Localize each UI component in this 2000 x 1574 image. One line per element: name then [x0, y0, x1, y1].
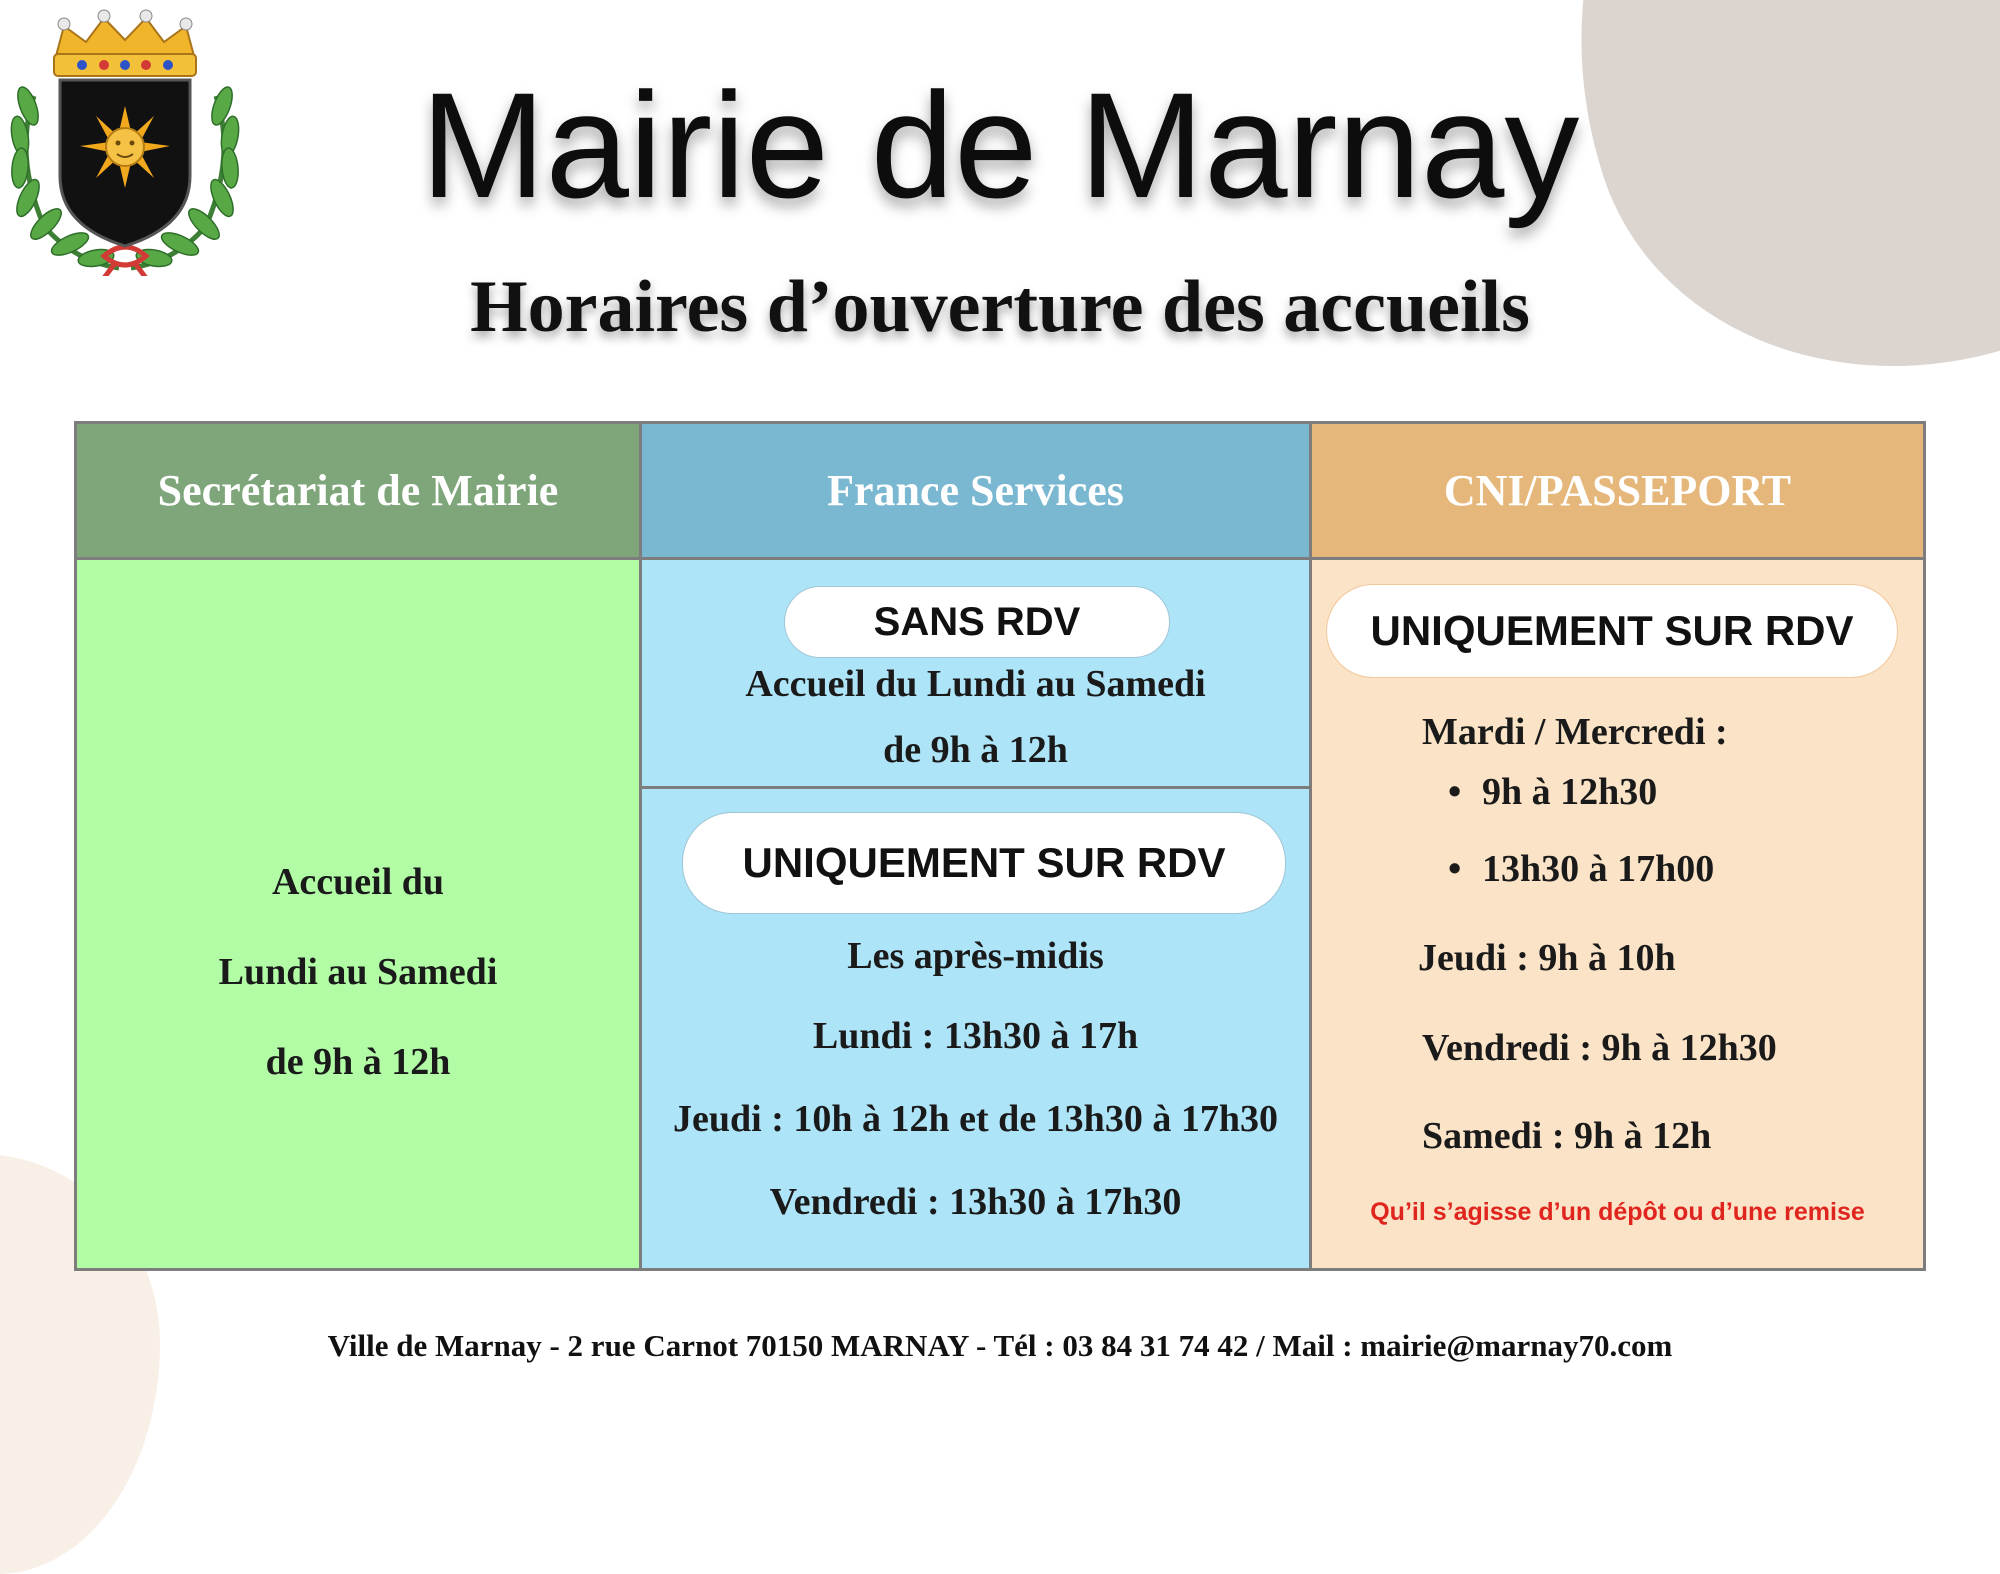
page-title: Mairie de Marnay	[420, 61, 1580, 229]
sur-rdv-line-2: Lundi : 13h30 à 17h	[812, 1015, 1139, 1057]
cni-body	[1312, 560, 1923, 1268]
footer-contact: Ville de Marnay - 2 rue Carnot 70150 MARNAY - Tél : 03 84 31 74 42 / Mail : mairie@marnay70.com	[327, 1328, 1673, 1363]
sur-rdv-badge: UNIQUEMENT SUR RDV	[682, 812, 1286, 914]
cni-samedi: Samedi : 9h à 12h	[1422, 1115, 1712, 1157]
sans-rdv-line-1: Accueil du Lundi au Samedi	[745, 663, 1206, 705]
france-services-column	[639, 424, 1309, 1268]
secretariat-body	[77, 560, 639, 1268]
secretariat-line-1: Accueil du	[271, 861, 445, 903]
france-services-header: France Services	[642, 424, 1309, 560]
secretariat-column	[77, 424, 639, 1268]
cni-mardi-mercredi: Mardi / Mercredi :	[1422, 711, 1728, 753]
sur-rdv-line-3: Jeudi : 10h à 12h et de 13h30 à 17h30	[673, 1098, 1278, 1140]
cni-vendredi: Vendredi : 9h à 12h30	[1422, 1027, 1777, 1069]
cni-jeudi: Jeudi : 9h à 10h	[1418, 937, 1676, 979]
sans-rdv-badge: SANS RDV	[784, 586, 1170, 658]
cni-slot-2: • 13h30 à 17h00	[1482, 847, 1714, 891]
france-services-body	[642, 560, 1309, 1268]
cni-passeport-column	[1309, 424, 1923, 1268]
cni-rdv-badge: UNIQUEMENT SUR RDV	[1326, 584, 1898, 678]
france-services-divider	[642, 786, 1309, 789]
secretariat-header: Secrétariat de Mairie	[77, 424, 639, 560]
sans-rdv-line-2: de 9h à 12h	[883, 729, 1068, 771]
secretariat-line-2: Lundi au Samedi	[218, 951, 498, 993]
sur-rdv-line-1: Les après-midis	[847, 935, 1104, 977]
page-subtitle: Horaires d’ouverture des accueils	[470, 266, 1530, 348]
sur-rdv-line-4: Vendredi : 13h30 à 17h30	[769, 1181, 1182, 1223]
cni-slot-1: • 9h à 12h30	[1482, 770, 1657, 814]
hours-table	[74, 421, 1926, 1271]
cni-header: CNI/PASSEPORT	[1312, 424, 1923, 560]
secretariat-line-3: de 9h à 12h	[265, 1041, 451, 1083]
cni-note: Qu’il s’agisse d’un dépôt ou d’une remise	[1370, 1198, 1865, 1226]
